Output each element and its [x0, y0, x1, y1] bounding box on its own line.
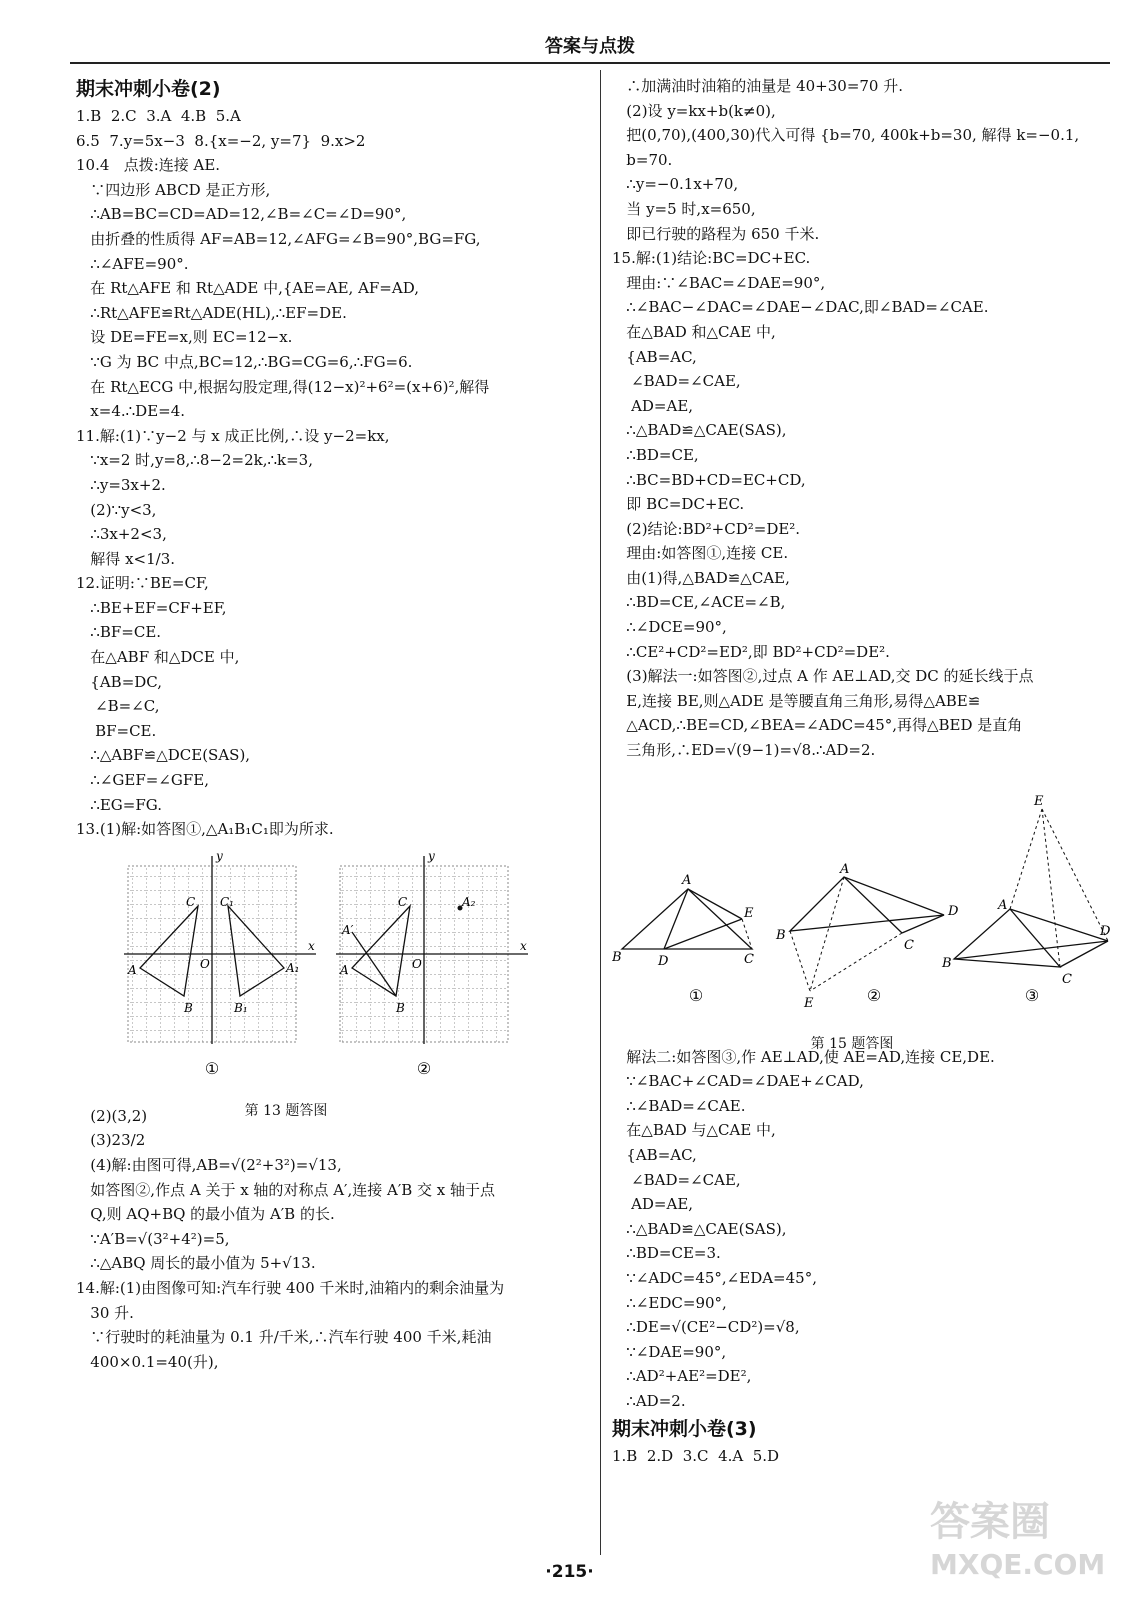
figure-15-caption: 第 15 题答图 — [810, 1036, 894, 1053]
answer-line: ∴AB=BC=CD=AD=12,∠B=∠C=∠D=90°, — [76, 205, 407, 224]
answer-line: ∴△ABF≌△DCE(SAS), — [76, 746, 251, 765]
answer-line: 在△BAD 和△CAE 中, — [612, 322, 776, 341]
answer-line: ∠BAD=∠CAE, — [612, 1170, 741, 1189]
g15a-label-a: A — [682, 872, 692, 888]
g13b-label-aprime: A′ — [342, 922, 354, 937]
g13b-label-c: C — [398, 894, 408, 909]
g13a-label-c: C — [186, 894, 196, 909]
answer-line: ∴EG=FG. — [76, 795, 162, 814]
answer-line: {AB=AC, — [612, 347, 697, 366]
answer-line: (2)(3,2) — [76, 1106, 148, 1125]
g15c-label-d: D — [1100, 923, 1111, 939]
answer-line: BF=CE. — [76, 721, 157, 740]
answer-line: 解法二:如答图③,作 AE⊥AD,使 AE=AD,连接 CE,DE. — [612, 1047, 995, 1066]
g13b-label-a: A — [340, 962, 349, 977]
answer-line: 即 BC=DC+EC. — [612, 495, 745, 514]
answer-line: ∴∠BAC−∠DAC=∠DAE−∠DAC,即∠BAD=∠CAE. — [612, 298, 989, 317]
answer-line: 理由:如答图①,连接 CE. — [612, 544, 789, 563]
g15c-label-a: A — [998, 897, 1008, 913]
answer-line: 6.5 7.y=5x−3 8.{x=−2, y=7} 9.x>2 — [76, 131, 366, 150]
answer-line: x=4.∴DE=4. — [76, 402, 186, 421]
right-answer-lines-continued — [612, 1045, 1112, 1414]
answer-line: ∴DE=√(CE²−CD²)=√8, — [612, 1318, 800, 1337]
answer-line: 10.4 点拨:连接 AE. — [76, 156, 221, 175]
answer-line: ∴∠DCE=90°, — [612, 618, 727, 637]
answer-line: ∵∠ADC=45°,∠EDA=45°, — [612, 1268, 817, 1287]
answer-line: {AB=AC, — [612, 1146, 697, 1164]
answer-line: ∵行驶时的耗油量为 0.1 升/千米,∴汽车行驶 400 千米,耗油 — [76, 1328, 492, 1347]
answer-line: 设 DE=FE=x,则 EC=12−x. — [76, 328, 293, 347]
g13a-label-o: O — [200, 956, 210, 971]
answer-line: b=70. — [612, 150, 673, 169]
answer-line: ∠B=∠C, — [76, 697, 160, 716]
answer-line: ∵x=2 时,y=8,∴8−2=2k,∴k=3, — [76, 451, 313, 470]
answer-line: 由折叠的性质得 AF=AB=12,∠AFG=∠B=90°,BG=FG, — [76, 229, 481, 248]
answer-line: ∴∠EDC=90°, — [612, 1293, 727, 1312]
figure-15-triangles — [612, 769, 1112, 1039]
answer-line: ∴∠AFE=90°. — [76, 254, 189, 273]
answer-line: ∴△BAD≌△CAE(SAS), — [612, 1219, 787, 1238]
page-number: ·215· — [545, 1562, 594, 1582]
g13a-label-a: A — [128, 962, 137, 977]
answer-line: ∴AD=2. — [612, 1391, 686, 1410]
answer-line: ∴3x+2<3, — [76, 525, 167, 544]
answer-line: ∴BD=CE,∠ACE=∠B, — [612, 593, 786, 612]
answer-line: 12.证明:∵BE=CF, — [76, 574, 209, 593]
left-answer-lines — [76, 104, 586, 842]
answer-line: AD=AE, — [612, 396, 694, 415]
answer-line: 三角形,∴ED=√(9−1)=√8.∴AD=2. — [612, 741, 876, 760]
g15b-label-d: D — [948, 903, 959, 919]
answer-line: 400×0.1=40(升), — [76, 1352, 219, 1371]
answer-line: ∴y=−0.1x+70, — [612, 175, 739, 194]
answer-line: 15.解:(1)结论:BC=DC+EC. — [612, 249, 811, 268]
answer-line: ∵∠DAE=90°, — [612, 1342, 727, 1361]
figure-13-caption: 第 13 题答图 — [244, 1103, 328, 1120]
answer-line: 11.解:(1)∵y−2 与 x 成正比例,∴设 y−2=kx, — [76, 426, 390, 445]
answer-line: 1.B 2.C 3.A 4.B 5.A — [76, 107, 241, 125]
answer-line: (2)设 y=kx+b(k≠0), — [612, 101, 776, 120]
left-answer-lines-continued — [76, 1104, 586, 1375]
answer-line: (3)23/2 — [76, 1131, 146, 1150]
g13a-label-b: B — [184, 1000, 193, 1015]
answer-line: 当 y=5 时,x=650, — [612, 199, 756, 218]
g13b-axis-x: x — [520, 938, 527, 953]
g13b-label-a2: A₂ — [462, 894, 476, 909]
answer-line: 在 Rt△ECG 中,根据勾股定理,得(12−x)²+6²=(x+6)²,解得 — [76, 377, 490, 396]
g15a-label-d: D — [658, 953, 669, 969]
answer-line: 由(1)得,△BAD≌△CAE, — [612, 568, 790, 587]
answer-line: (2)∵y<3, — [76, 500, 157, 519]
g13b-label-b: B — [396, 1000, 405, 1015]
answer-line: ∵A′B=√(3²+4²)=5, — [76, 1229, 230, 1248]
answer-line: 理由:∵∠BAC=∠DAE=90°, — [612, 273, 826, 292]
answer-line: ∴∠BAD=∠CAE. — [612, 1096, 746, 1115]
header-rule — [70, 62, 1110, 64]
answer-line: ∴BE+EF=CF+EF, — [76, 598, 227, 617]
g13a-axis-y: y — [216, 848, 223, 863]
answer-line: 14.解:(1)由图像可知:汽车行驶 400 千米时,油箱内的剩余油量为 — [76, 1278, 505, 1297]
left-column — [76, 74, 586, 1374]
answer-line: (4)解:由图可得,AB=√(2²+3²)=√13, — [76, 1156, 342, 1174]
section-title-3: 期末冲刺小卷(3) — [612, 1417, 757, 1440]
answer-line: ∴△ABQ 周长的最小值为 5+√13. — [76, 1254, 316, 1273]
answer-line: (2)结论:BD²+CD²=DE². — [612, 519, 801, 538]
answer-line: ∴加满油时油箱的油量是 40+30=70 升. — [612, 77, 904, 95]
g15c-label-c: C — [1062, 971, 1072, 987]
g15b-label-e: E — [804, 995, 814, 1011]
g15a-label-c: C — [744, 951, 754, 967]
answer-line: 在△BAD 与△CAE 中, — [612, 1121, 776, 1140]
g15b-label-c: C — [904, 937, 914, 953]
figure-13-graphs — [76, 848, 586, 1098]
page-header: 答案与点拨 — [545, 36, 635, 57]
g15b-label-a: A — [840, 861, 850, 877]
g13a-label-a1: A₁ — [286, 960, 300, 975]
answer-line: ∴BF=CE. — [76, 623, 162, 642]
answer-line: ∴Rt△AFE≌Rt△ADE(HL),∴EF=DE. — [76, 303, 347, 322]
answer-line: 在△ABF 和△DCE 中, — [76, 648, 240, 667]
answer-line: 13.(1)解:如答图①,△A₁B₁C₁即为所求. — [76, 820, 334, 839]
answer-line: △ACD,∴BE=CD,∠BEA=∠ADC=45°,再得△BED 是直角 — [612, 716, 1023, 735]
g13b-axis-y: y — [428, 848, 435, 863]
answer-line: Q,则 AQ+BQ 的最小值为 A′B 的长. — [76, 1205, 335, 1224]
answer-line: AD=AE, — [612, 1195, 694, 1214]
g15c-label-b: B — [942, 955, 952, 971]
figure-15-label-2: ② — [866, 985, 882, 1005]
right-column — [612, 74, 1112, 1468]
g13a-label-c1: C₁ — [220, 894, 234, 909]
answer-line: 把(0,70),(400,30)代入可得 {b=70, 400k+b=30, 解得 k=−0.1, — [612, 126, 1080, 145]
answer-line: ∴∠GEF=∠GFE, — [76, 771, 210, 790]
section-title-2: 期末冲刺小卷(2) — [76, 78, 221, 100]
column-divider — [600, 70, 601, 1555]
g13a-axis-x: x — [308, 938, 315, 953]
answer-line: ∴△BAD≌△CAE(SAS), — [612, 421, 787, 440]
g13b-label-o: O — [412, 956, 422, 971]
answer-line: 1.B 2.D 3.C 4.A 5.D — [612, 1446, 780, 1465]
watermark-logo: 答案圈 — [930, 1499, 1050, 1545]
answer-line: ∵∠BAC+∠CAD=∠DAE+∠CAD, — [612, 1072, 864, 1091]
answer-line: ∴y=3x+2. — [76, 475, 166, 494]
figure-15-label-1: ① — [688, 985, 704, 1005]
answer-line: 即已行驶的路程为 650 千米. — [612, 224, 820, 243]
answer-line: ∵四边形 ABCD 是正方形, — [76, 180, 271, 199]
g13a-label-b1: B₁ — [234, 1000, 248, 1015]
g15c-label-e: E — [1034, 793, 1044, 809]
answer-line: 解得 x<1/3. — [76, 549, 176, 568]
figure-15 — [612, 769, 1112, 1053]
figure-15-label-3: ③ — [1024, 985, 1040, 1005]
g15a-label-e: E — [744, 905, 754, 921]
answer-line: ∵G 为 BC 中点,BC=12,∴BG=CG=6,∴FG=6. — [76, 352, 413, 371]
answer-line: 在 Rt△AFE 和 Rt△ADE 中,{AE=AE, AF=AD, — [76, 279, 419, 298]
g15a-label-b: B — [612, 949, 622, 965]
figure-13-label-2: ② — [416, 1058, 432, 1078]
right-answer-lines — [612, 74, 1112, 763]
answer-line: ∴BD=CE, — [612, 445, 699, 464]
answer-line: E,连接 BE,则△ADE 是等腰直角三角形,易得△ABE≌ — [612, 691, 981, 710]
answer-line: (3)解法一:如答图②,过点 A 作 AE⊥AD,交 DC 的延长线于点 — [612, 667, 1034, 686]
answer-line: 30 升. — [76, 1303, 134, 1322]
g15b-label-b: B — [776, 927, 786, 943]
answer-line: ∴AD²+AE²=DE², — [612, 1367, 752, 1386]
answer-line: ∴CE²+CD²=ED²,即 BD²+CD²=DE². — [612, 642, 890, 661]
answer-line: {AB=DC, — [76, 672, 163, 691]
watermark-url: MXQE.COM — [930, 1548, 1106, 1581]
answer-line: 如答图②,作点 A 关于 x 轴的对称点 A′,连接 A′B 交 x 轴于点 — [76, 1180, 496, 1199]
answer-line: ∴BD=CE=3. — [612, 1244, 721, 1263]
figure-13-label-1: ① — [204, 1058, 220, 1078]
answer-line: ∴BC=BD+CD=EC+CD, — [612, 470, 806, 489]
answer-line: ∠BAD=∠CAE, — [612, 372, 741, 391]
